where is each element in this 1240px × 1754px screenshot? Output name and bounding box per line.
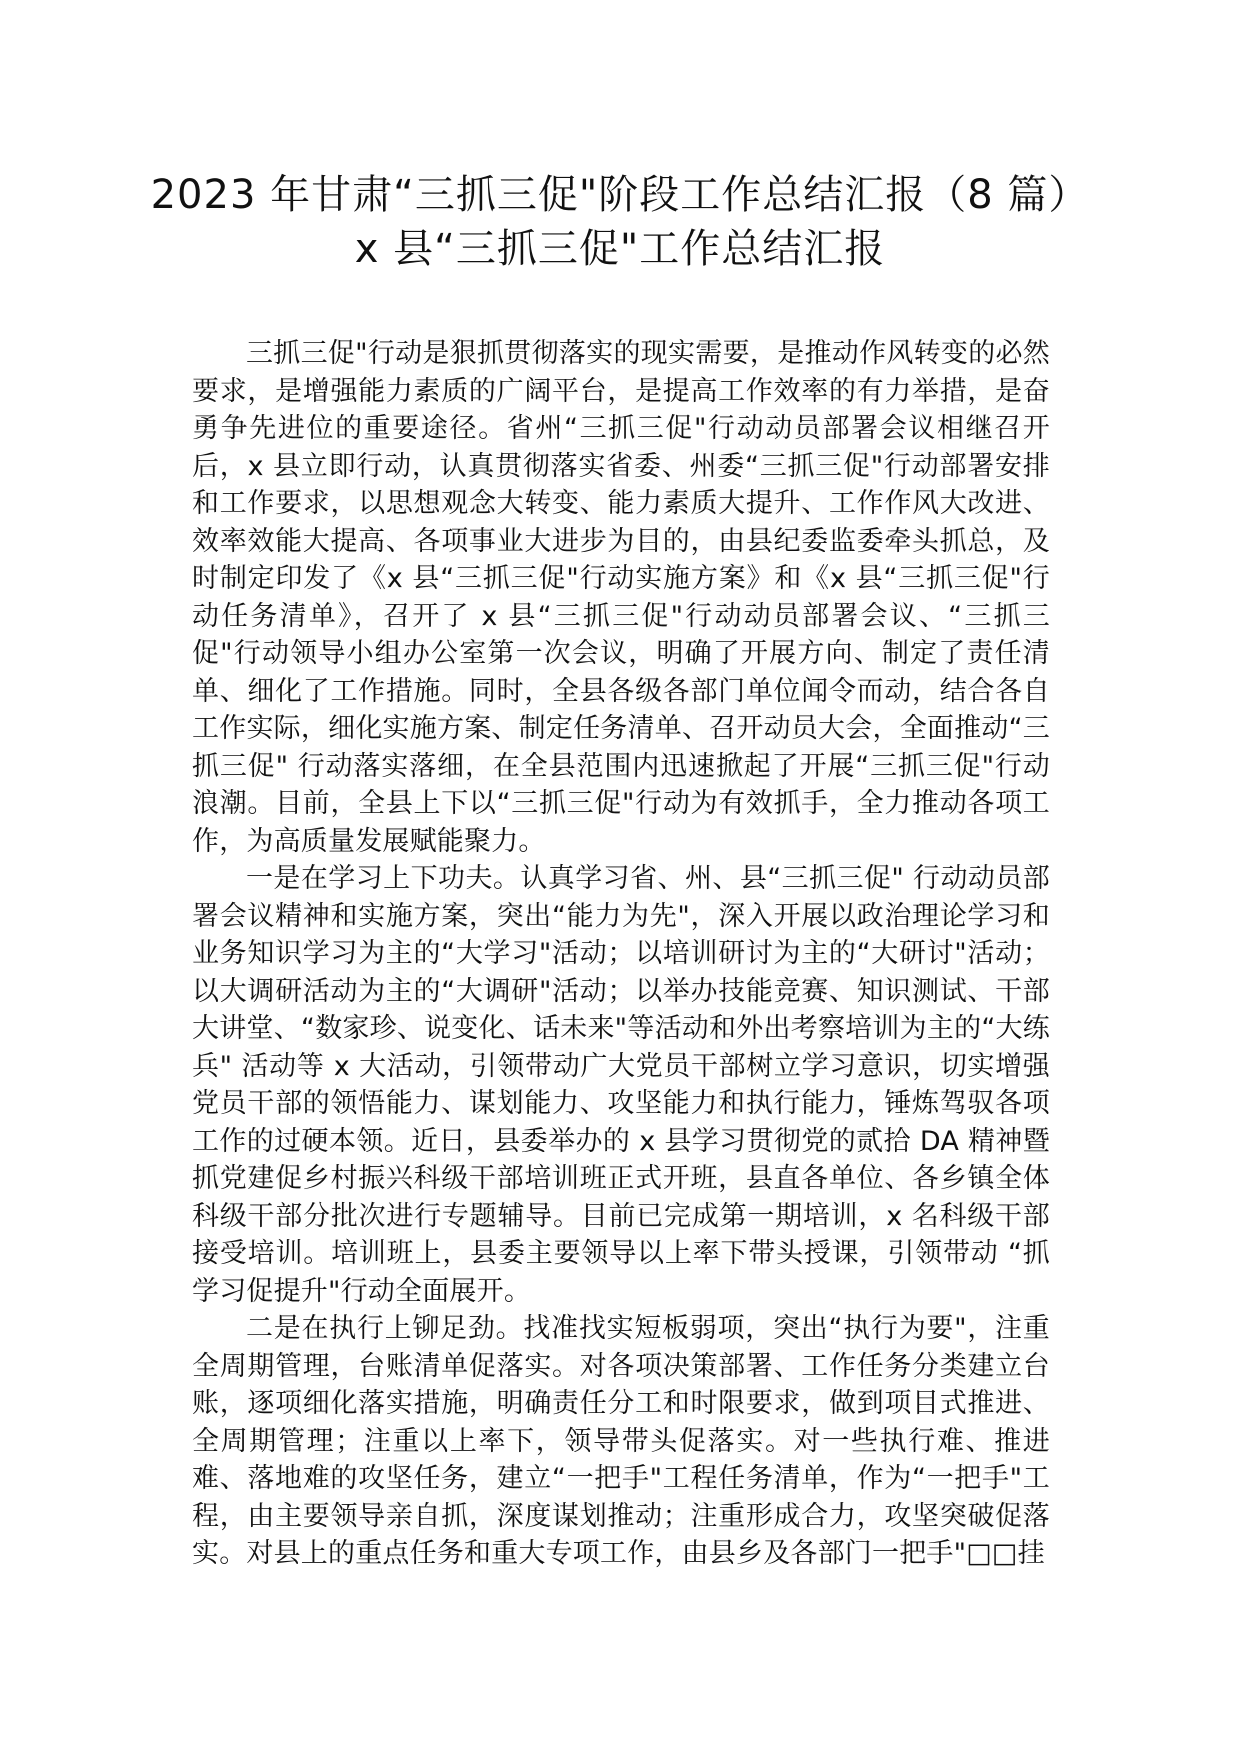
title-block <box>150 168 1090 276</box>
document-body <box>192 335 1050 1573</box>
document-title: 2023 年甘肃“三抓三促"阶段工作总结汇报（8 篇） <box>150 172 1090 218</box>
body-paragraph: 一是在学习上下功夫。认真学习省、州、县“三抓三促" 行动动员部署会议精神和实施方案，突出“能力为先"，深入开展以政治理论学习和业务知识学习为主的“大学习"活动；以培训研讨为主的“大研讨"活动；以大调研活动为主的“大调研"活动；以举办技能竞赛、知识测试、干部大讲堂、“数家珍、说变化、话未来"等活动和外出考察培训为主的“大练兵" 活动等 x 大活动，引领带动广大党员干部树立学习意识，切实增强党员干部的领悟能力、谋划能力、攻坚能力和执行能力，锤炼驾驭各项工作的过硬本领。近日，县委举办的 x 县学习贯彻党的贰拾 DA 精神暨抓党建促乡村振兴科级干部培训班正式开班，县直各单位、各乡镇全体科级干部分批次进行专题辅导。目前已完成第一期培训，x 名科级干部接受培训。培训班上，县委主要领导以上率下带头授课，引领带动 “抓学习促提升"行动全面展开。 <box>192 863 1050 1307</box>
body-paragraph: 三抓三促"行动是狠抓贯彻落实的现实需要，是推动作风转变的必然要求，是增强能力素质的广阔平台，是提高工作效率的有力举措，是奋勇争先进位的重要途径。省州“三抓三促"行动动员部署会议相继召开后，x 县立即行动，认真贯彻落实省委、州委“三抓三促"行动部署安排和工作要求，以思想观念大转变、能力素质大提升、工作作风大改进、效率效能大提高、各项事业大进步为目的，由县纪委监委牵头抓总，及时制定印发了《x 县“三抓三促"行动实施方案》和《x 县“三抓三促"行动任务清单》，召开了 x 县“三抓三促"行动动员部署会议、“三抓三促"行动领导小组办公室第一次会议，明确了开展方向、制定了责任清单、细化了工作措施。同时，全县各级各部门单位闻令而动，结合各自工作实际，细化实施方案、制定任务清单、召开动员大会，全面推动“三抓三促" 行动落实落细，在全县范围内迅速掀起了开展“三抓三促"行动浪潮。目前，全县上下以“三抓三促"行动为有效抓手，全力推动各项工作，为高质量发展赋能聚力。 <box>192 338 1050 857</box>
body-paragraph: 二是在执行上铆足劲。找准找实短板弱项，突出“执行为要"，注重全周期管理，台账清单促落实。对各项决策部署、工作任务分类建立台账，逐项细化落实措施，明确责任分工和时限要求，做到项目式推进、全周期管理；注重以上率下，领导带头促落实。对一些执行难、推进难、落地难的攻坚任务，建立“一把手"工程任务清单，作为“一把手"工程，由主要领导亲自抓，深度谋划推动；注重形成合力，攻坚突破促落实。对县上的重点任务和重大专项工作，由县乡及各部门一把手"□□挂 <box>192 1313 1050 1569</box>
document-subtitle: x 县“三抓三促"工作总结汇报 <box>354 226 886 272</box>
